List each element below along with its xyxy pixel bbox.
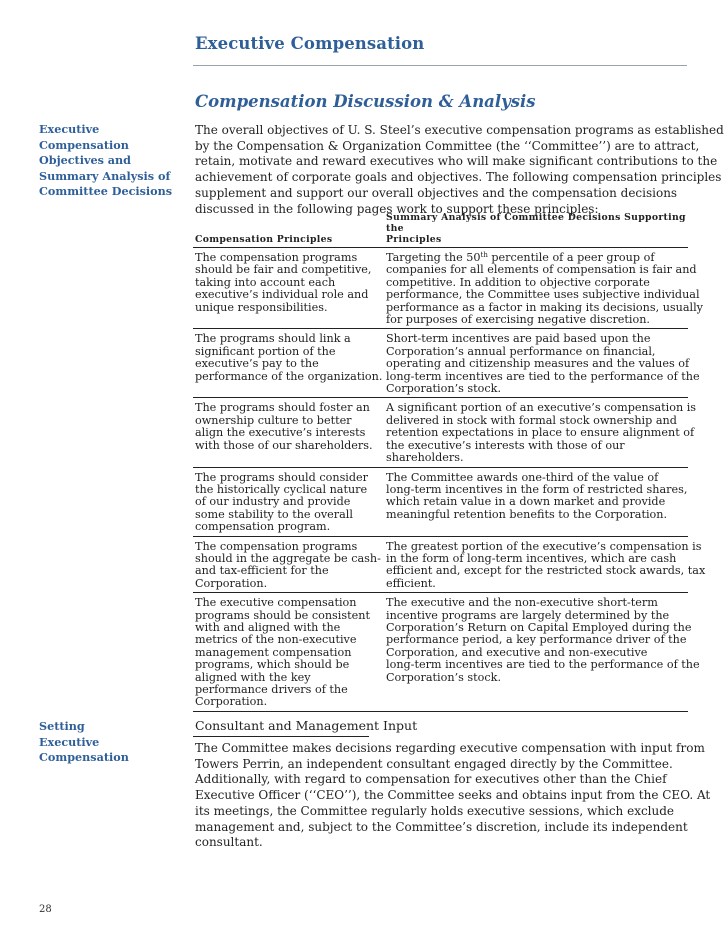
table-row	[193, 398, 697, 467]
cell-line: performance of the organization.	[195, 369, 383, 383]
intro-line: supplement and support our overall objectives and the compensation decisions	[195, 185, 678, 200]
intro-paragraph	[195, 123, 724, 217]
principle-cell	[193, 472, 376, 534]
cell-line: taking into account each	[195, 275, 336, 289]
analysis-cell	[386, 251, 703, 327]
principles-table	[193, 212, 706, 712]
cell-line: executive’s individual role and	[195, 288, 369, 302]
cell-line: with those of our shareholders.	[195, 438, 373, 452]
sidebar-heading-setting	[39, 719, 129, 766]
cell-line: programs, which should be	[195, 658, 350, 672]
cell-line: meaningful retention benefits to the Corporation.	[386, 507, 668, 521]
cell-line: The greatest portion of the executive’s compensation is	[386, 539, 702, 553]
table-row	[193, 593, 700, 712]
cell-line: aligned with the key	[195, 670, 311, 684]
sidebar-heading-line: Summary Analysis of	[39, 168, 171, 183]
section-title: Compensation Discussion & Analysis	[195, 92, 536, 111]
cell-line: Corporation’s annual performance on financial,	[386, 344, 656, 358]
column-header-line: Principles	[386, 234, 442, 245]
cell-line: the historically cyclical nature	[195, 482, 368, 496]
intro-line: retain, motivate and reward executives who will make significant contributions to the	[195, 154, 718, 169]
analysis-cell	[386, 332, 700, 396]
table-header-row	[193, 212, 688, 248]
cell-text: percentile of a peer group of	[487, 251, 655, 264]
cell-line: with and aligned with the	[195, 620, 341, 634]
page-number: 28	[39, 904, 52, 915]
cell-line: performance as a factor in making its decisions, usually	[386, 300, 703, 314]
principle-cell	[193, 597, 376, 709]
cell-text: Targeting the 50	[386, 251, 481, 264]
cell-line: compensation program.	[195, 520, 331, 534]
cell-line: significant portion of the	[195, 344, 336, 358]
sidebar-heading-objectives	[39, 122, 172, 200]
cell-line: align the executive’s interests	[195, 426, 366, 440]
column-header-analysis	[386, 212, 688, 245]
cell-line: of our industry and provide	[195, 495, 351, 509]
cell-line: The compensation programs	[195, 251, 358, 264]
principle-cell	[193, 402, 376, 464]
cell-line: programs should be consistent	[195, 608, 370, 622]
cell-line: Corporation’s Return on Capital Employed during the	[386, 620, 692, 634]
table-row	[193, 468, 688, 537]
cell-line: companies for all elements of compensation is fair and	[386, 263, 697, 277]
cell-line: metrics of the non-executive	[195, 633, 357, 647]
page-header-title: Executive Compensation	[195, 34, 425, 53]
cell-line: in the form of long-term incentives, which are cash	[386, 551, 677, 565]
cell-line: The executive and the non-executive short-term	[386, 596, 658, 610]
cell-line: performance, the Committee uses subjective individual	[386, 288, 700, 302]
column-header-principles: Compensation Principles	[195, 234, 333, 245]
cell-line: long-term incentives are tied to the performance of the	[386, 369, 700, 383]
cell-line: efficient.	[386, 576, 436, 590]
column-header-line: Summary Analysis of Committee Decisions Supporting the	[386, 212, 686, 234]
paragraph-line: Towers Perrin, an independent consultant engaged directly by the Committee.	[195, 756, 673, 771]
cell-line: and tax-efficient for the	[195, 564, 329, 578]
cell-line: Corporation’s stock.	[386, 670, 501, 684]
cell-line: executive’s pay to the	[195, 357, 319, 371]
cell-line: Short-term incentives are paid based upon the	[386, 332, 651, 346]
principle-cell	[193, 332, 383, 395]
cell-line: Corporation, and executive and non-executive	[386, 645, 648, 659]
table-row	[193, 537, 706, 594]
cell-line: efficient and, except for the restricted stock awards, tax	[386, 564, 706, 578]
cell-line: should be fair and competitive,	[195, 263, 372, 277]
cell-line: Corporation.	[195, 695, 268, 709]
principle-cell	[193, 252, 376, 326]
sidebar-heading-line: Compensation	[39, 137, 129, 152]
analysis-cell	[386, 472, 688, 534]
cell-line: ownership culture to better	[195, 413, 352, 427]
sidebar-heading-line: Executive	[39, 122, 100, 136]
header-divider	[193, 65, 687, 66]
table-row	[193, 248, 703, 329]
cell-line: The programs should foster an	[195, 401, 370, 415]
cell-line: incentive programs are largely determined by the	[386, 608, 670, 622]
sidebar-heading-line: Executive	[39, 734, 100, 749]
intro-line: discussed in the following pages work to support these principles:	[195, 201, 599, 216]
cell-line: retention expectations in place to ensure alignment of	[386, 426, 695, 440]
paragraph-line: consultant.	[195, 835, 263, 850]
paragraph-line: Additionally, with regard to compensation for executives other than the Chief	[195, 772, 667, 787]
ordinal-superscript: th	[480, 251, 488, 259]
cell-line: The executive compensation	[195, 596, 357, 610]
cell-line: performance period, a key performance driver of the	[386, 633, 687, 647]
analysis-cell	[386, 401, 697, 465]
cell-line: A significant portion of an executive’s compensation is	[386, 401, 697, 415]
cell-line: shareholders.	[386, 451, 464, 465]
analysis-cell	[386, 596, 700, 709]
analysis-cell	[386, 539, 706, 591]
cell-line: unique responsibilities.	[195, 300, 328, 314]
paragraph-line: Executive Officer (‘‘CEO’’), the Committee seeks and obtains input from the CEO. At	[195, 788, 711, 803]
paragraph-line: management and, subject to the Committee’s discretion, include its independent	[195, 819, 688, 834]
cell-line: management compensation	[195, 645, 352, 659]
sidebar-heading-line: Committee Decisions	[39, 184, 173, 198]
cell-line: The programs should consider	[195, 470, 369, 484]
intro-line: by the Compensation & Organization Committee (the ‘‘Committee’’) are to attract,	[195, 138, 700, 153]
paragraph-line: The Committee makes decisions regarding executive compensation with input from	[195, 741, 705, 755]
cell-line: the executive’s interests with those of our	[386, 438, 625, 452]
table-row	[193, 329, 700, 398]
cell-line: The compensation programs	[195, 539, 358, 553]
consultant-heading-underline	[193, 736, 369, 737]
intro-line: achievement of corporate goals and objectives. The following compensation principles	[195, 170, 722, 185]
paragraph-line: its meetings, the Committee regularly holds executive sessions, which exclude	[195, 803, 675, 818]
cell-line: competitive. In addition to objective corporate	[386, 275, 650, 289]
cell-line: Corporation’s stock.	[386, 382, 501, 396]
cell-line: performance drivers of the	[195, 683, 348, 696]
consultant-paragraph	[195, 741, 711, 851]
cell-line: long-term incentives are tied to the performance of the	[386, 658, 700, 672]
intro-line: The overall objectives of U. S. Steel’s executive compensation programs as established	[195, 123, 724, 137]
cell-line: some stability to the overall	[195, 507, 353, 521]
sidebar-heading-line: Setting	[39, 719, 85, 733]
consultant-heading: Consultant and Management Input	[195, 718, 418, 733]
cell-line: for purposes of exercising negative discretion.	[386, 313, 650, 327]
cell-line: The programs should link a	[195, 332, 351, 346]
principle-cell	[193, 539, 381, 591]
sidebar-heading-line: Compensation	[39, 750, 129, 764]
cell-line: which retain value in a down market and provide	[386, 495, 666, 509]
cell-line: delivered in stock with formal stock ownership and	[386, 413, 677, 427]
cell-line: The Committee awards one-third of the value of	[386, 470, 659, 484]
cell-line: long-term incentives in the form of restricted shares,	[386, 482, 688, 496]
cell-line: should in the aggregate be cash-	[195, 551, 381, 565]
sidebar-heading-line: Objectives and	[39, 153, 131, 167]
cell-line: operating and citizenship measures and the values of	[386, 357, 690, 371]
cell-line: Corporation.	[195, 576, 268, 590]
